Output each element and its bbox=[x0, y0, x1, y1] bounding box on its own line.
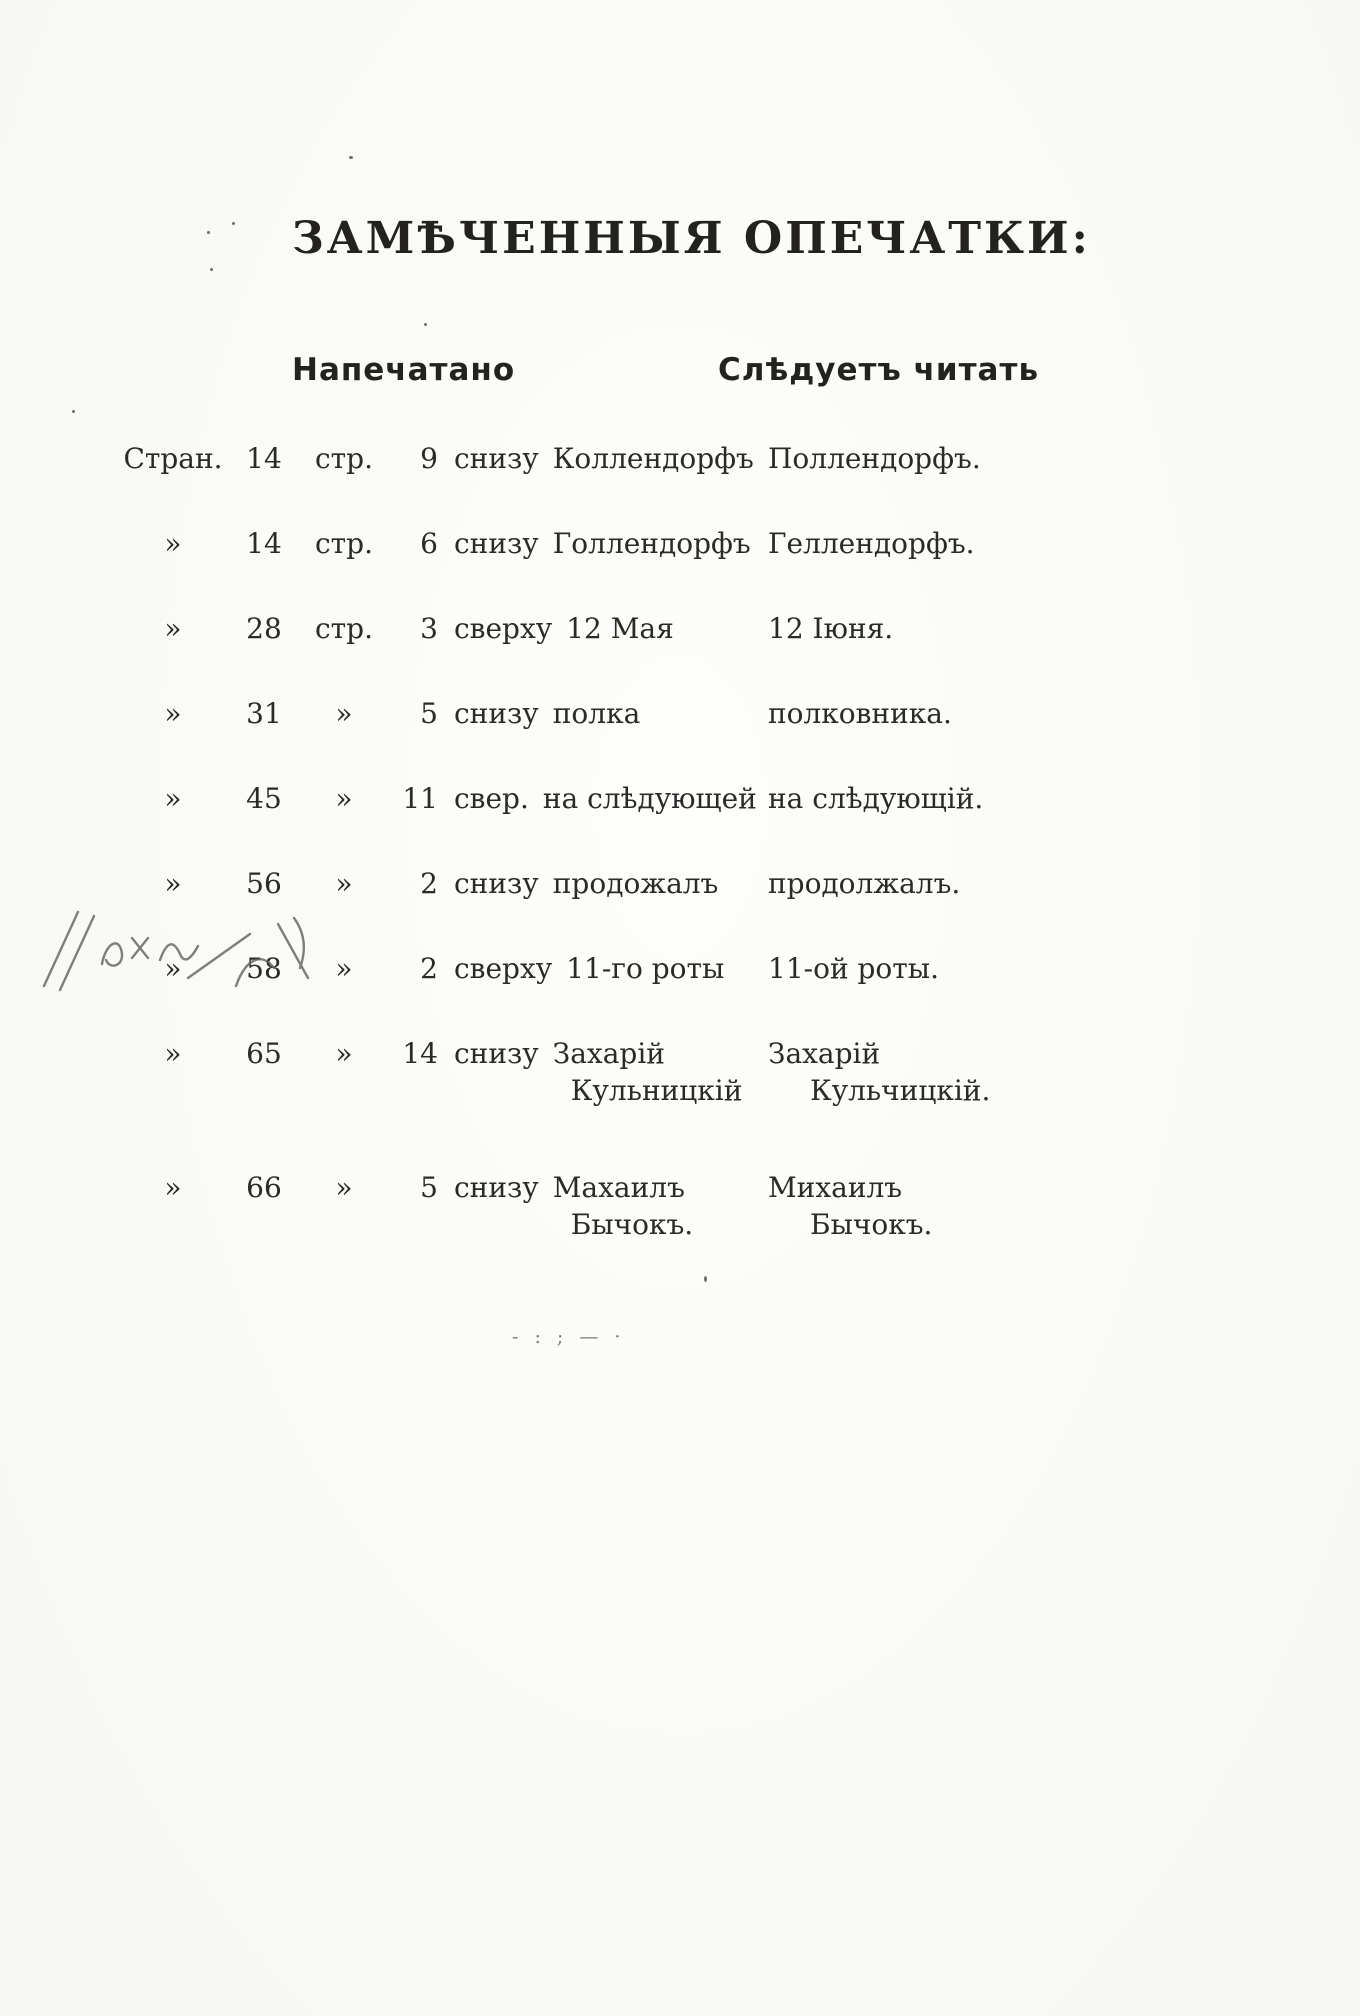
printed-text bbox=[539, 695, 641, 732]
correct-text bbox=[768, 610, 1118, 647]
printed-text-line1: Махаилъ bbox=[552, 1171, 685, 1204]
direction-label: снизу bbox=[454, 697, 539, 730]
page-number: 14 bbox=[246, 442, 282, 475]
direction-label: снизу bbox=[454, 527, 539, 560]
printed-text-line1: 12 Мая bbox=[566, 612, 674, 645]
pencil-scribble-mark bbox=[36, 866, 336, 1006]
page-label: » bbox=[164, 697, 182, 730]
page-label: » bbox=[164, 867, 182, 900]
page-number: 31 bbox=[246, 697, 282, 730]
line-number: 2 bbox=[420, 952, 438, 985]
correct-text-line1: на слѣдующій. bbox=[768, 782, 984, 815]
line-number: 5 bbox=[420, 1171, 438, 1204]
line-number: 3 bbox=[420, 612, 438, 645]
line-label: стр. bbox=[315, 442, 373, 475]
printed-text-line1: Коллендорфъ bbox=[552, 442, 754, 475]
page-number: 14 bbox=[246, 527, 282, 560]
correct-text bbox=[768, 525, 1118, 562]
correct-text bbox=[768, 865, 1118, 902]
page-label: » bbox=[164, 612, 182, 645]
direction-label: свер. bbox=[454, 782, 529, 815]
page-number: 45 bbox=[246, 782, 282, 815]
page-label: » bbox=[164, 1037, 182, 1070]
correct-text bbox=[768, 780, 1118, 817]
page-number: 58 bbox=[246, 952, 282, 985]
line-label: » bbox=[335, 1037, 353, 1070]
line-number: 9 bbox=[420, 442, 438, 475]
line-number: 14 bbox=[402, 1037, 438, 1070]
line-label: стр. bbox=[315, 612, 373, 645]
correct-text-line1: 12 Іюня. bbox=[768, 612, 894, 645]
errata-row bbox=[120, 610, 1310, 647]
errata-row bbox=[120, 1169, 1310, 1243]
correct-text bbox=[768, 950, 1118, 987]
printed-text-line1: на слѣдующей bbox=[542, 782, 757, 815]
printed-text-line1: Голлендорфъ bbox=[552, 527, 751, 560]
correct-text-line1: Поллендорфъ. bbox=[768, 442, 981, 475]
page-label: Стран. bbox=[123, 442, 223, 475]
errata-row bbox=[120, 1035, 1310, 1109]
correct-text-line1: Геллендорфъ. bbox=[768, 527, 975, 560]
page-label: » bbox=[164, 1171, 182, 1204]
errata-row bbox=[120, 440, 1310, 477]
correct-text-line2: Кульчицкій. bbox=[810, 1074, 991, 1107]
direction-label: снизу bbox=[454, 867, 539, 900]
printed-text bbox=[539, 865, 719, 902]
scan-speck bbox=[210, 268, 213, 271]
scan-speck bbox=[349, 156, 353, 159]
page-label: » bbox=[164, 527, 182, 560]
page-number: 65 bbox=[246, 1037, 282, 1070]
correct-text bbox=[768, 440, 1118, 477]
page-number: 28 bbox=[246, 612, 282, 645]
printed-text bbox=[552, 950, 724, 987]
correct-text-line1: 11-ой роты. bbox=[768, 952, 939, 985]
line-label: » bbox=[335, 697, 353, 730]
correct-text-line2: Бычокъ. bbox=[810, 1208, 933, 1241]
direction-label: снизу bbox=[454, 1171, 539, 1204]
column-header-correct: Слѣдуетъ читать bbox=[718, 352, 1040, 388]
printed-text-line1: Захарій bbox=[552, 1037, 665, 1070]
correct-text-line1: продолжалъ. bbox=[768, 867, 961, 900]
scan-speck bbox=[207, 231, 210, 234]
page-label: » bbox=[164, 952, 182, 985]
line-number: 2 bbox=[420, 867, 438, 900]
line-label: » bbox=[335, 952, 353, 985]
errata-row bbox=[120, 780, 1310, 817]
printed-text bbox=[539, 525, 751, 562]
line-number: 5 bbox=[420, 697, 438, 730]
printed-text bbox=[552, 610, 674, 647]
printed-text-line2: Кульницкій bbox=[570, 1074, 743, 1107]
line-label: » bbox=[335, 1171, 353, 1204]
column-header-printed: Напечатано bbox=[292, 352, 516, 388]
printed-text bbox=[539, 440, 754, 477]
printed-text-line2: Бычокъ. bbox=[570, 1208, 694, 1241]
line-number: 6 bbox=[420, 527, 438, 560]
line-label: стр. bbox=[315, 527, 373, 560]
printed-text-line1: продожалъ bbox=[552, 867, 719, 900]
page-label: » bbox=[164, 782, 182, 815]
correct-text bbox=[768, 695, 1118, 732]
line-label: » bbox=[335, 867, 353, 900]
correct-text bbox=[768, 1035, 1118, 1109]
errata-row bbox=[120, 695, 1310, 732]
page-title: ЗАМѢЧЕННЫЯ ОПЕЧАТКИ: bbox=[292, 213, 1091, 264]
printed-text bbox=[539, 1169, 693, 1243]
page-number: 66 bbox=[246, 1171, 282, 1204]
correct-text-line1: Захарій bbox=[768, 1037, 881, 1070]
correct-text-line1: полковника. bbox=[768, 697, 952, 730]
line-label: » bbox=[335, 782, 353, 815]
scan-speck bbox=[704, 1276, 707, 1282]
correct-text-line1: Михаилъ bbox=[768, 1171, 903, 1204]
footer-mark: - : ; — · bbox=[512, 1326, 626, 1348]
direction-label: снизу bbox=[454, 442, 539, 475]
direction-label: сверху bbox=[454, 612, 553, 645]
scan-speck bbox=[72, 410, 75, 413]
printed-text-line1: 11-го роты bbox=[566, 952, 725, 985]
printed-text bbox=[529, 780, 757, 817]
correct-text bbox=[768, 1169, 1118, 1243]
printed-text bbox=[539, 1035, 743, 1109]
printed-text-line1: полка bbox=[552, 697, 641, 730]
errata-row bbox=[120, 525, 1310, 562]
scan-speck bbox=[424, 323, 427, 326]
scan-speck bbox=[232, 222, 235, 225]
page-number: 56 bbox=[246, 867, 282, 900]
direction-label: сверху bbox=[454, 952, 553, 985]
direction-label: снизу bbox=[454, 1037, 539, 1070]
line-number: 11 bbox=[402, 782, 438, 815]
